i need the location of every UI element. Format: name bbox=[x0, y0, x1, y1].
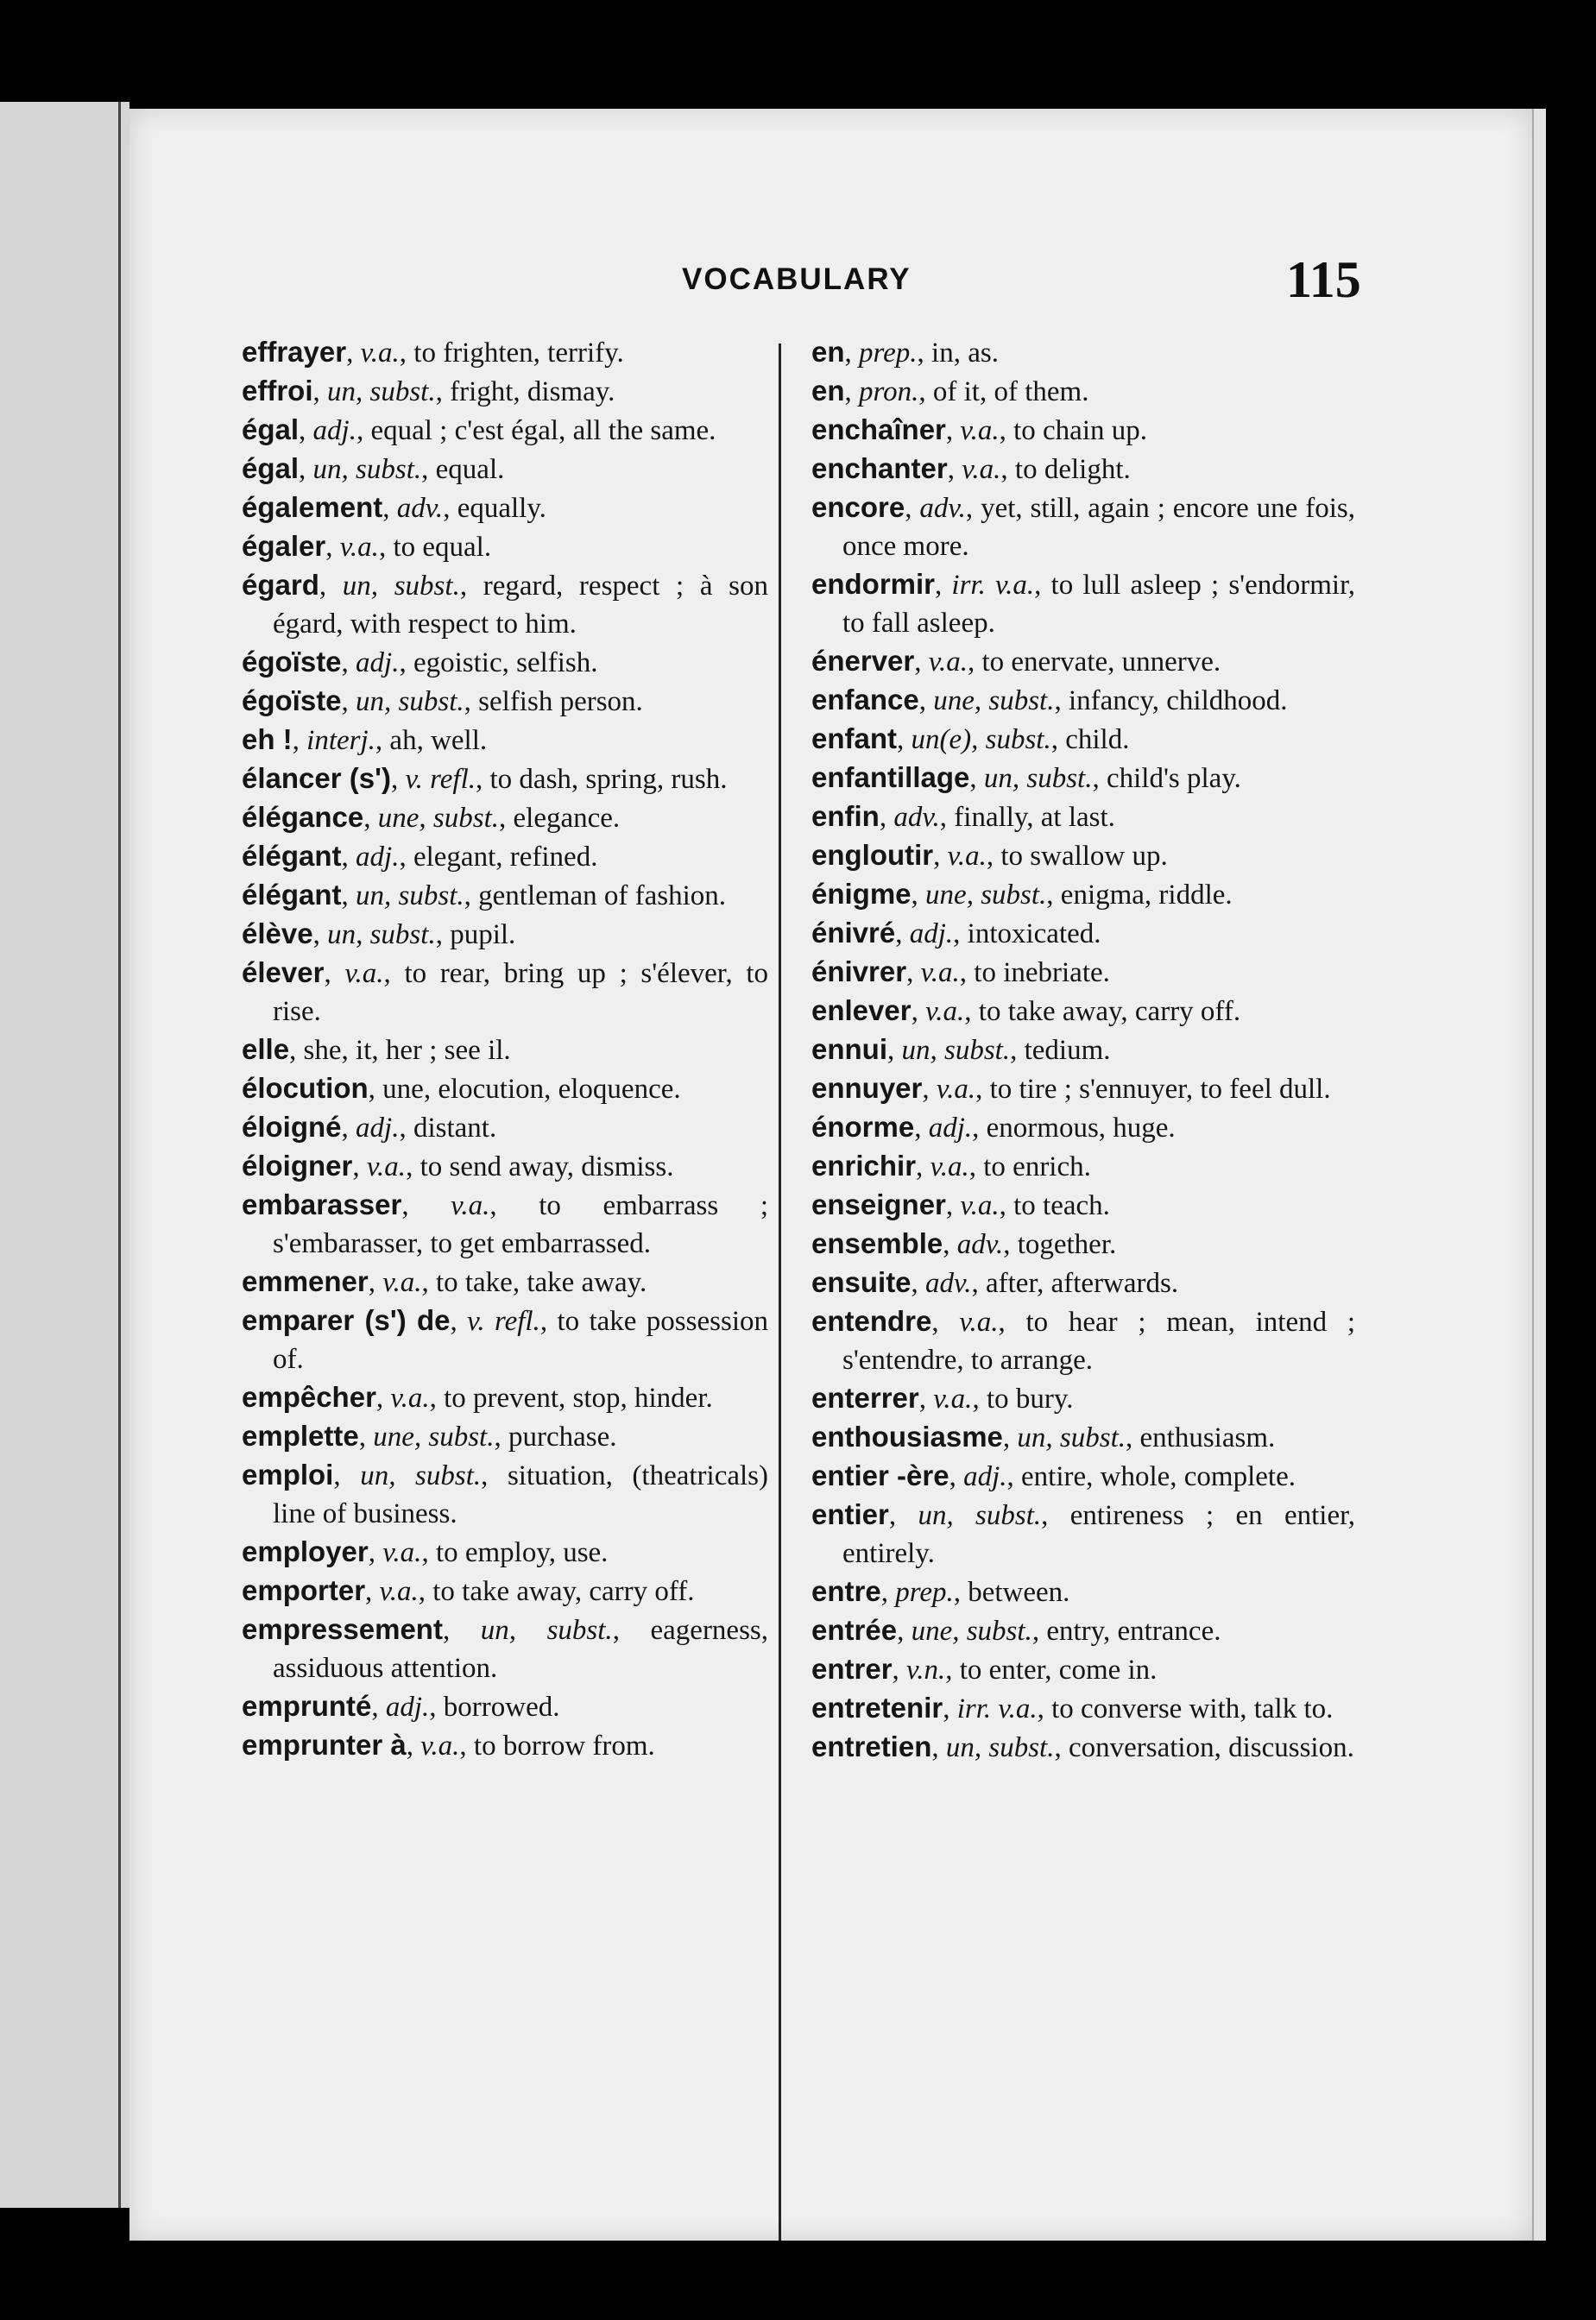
running-title: VOCABULARY bbox=[682, 262, 912, 296]
grammar-label: v.a. bbox=[360, 337, 400, 369]
dictionary-entry: entrée, une, subst., entry, entrance. bbox=[811, 1614, 1221, 1647]
grammar-label: v.a. bbox=[390, 1383, 430, 1414]
dictionary-entry: empêcher, v.a., to prevent, stop, hinder. bbox=[242, 1381, 713, 1414]
dictionary-entry: énerver, v.a., to enervate, unnerve. bbox=[811, 645, 1221, 678]
headword: énorme bbox=[811, 1111, 915, 1143]
definition: distant. bbox=[413, 1113, 497, 1144]
grammar-label: adj. bbox=[385, 1692, 430, 1723]
definition: to chain up. bbox=[1013, 415, 1147, 446]
headword: en bbox=[811, 336, 845, 368]
scan-border bbox=[0, 2241, 1596, 2320]
definition: child. bbox=[1065, 724, 1130, 755]
grammar-label: v.a. bbox=[925, 996, 965, 1027]
headword: empêcher bbox=[242, 1381, 376, 1413]
dictionary-entry: engloutir, v.a., to swallow up. bbox=[811, 839, 1168, 872]
grammar-label: un, subst. bbox=[356, 686, 464, 717]
headword: entier -ère bbox=[811, 1459, 949, 1491]
definition: gentleman of fashion. bbox=[478, 880, 726, 911]
grammar-label: v. refl. bbox=[405, 764, 476, 795]
definition: regard, respect ; à son égard, with respect to him. bbox=[273, 571, 769, 640]
headword: eh ! bbox=[242, 723, 293, 755]
grammar-label: v. refl. bbox=[467, 1306, 540, 1337]
grammar-label: adv. bbox=[956, 1229, 1004, 1260]
dictionary-entry: élever, v.a., to rear, bring up ; s'élever, to rise. bbox=[242, 956, 769, 1027]
definition: entry, entrance. bbox=[1046, 1616, 1221, 1647]
dictionary-entry: emplette, une, subst., purchase. bbox=[242, 1420, 617, 1453]
definition: intoxicated. bbox=[967, 918, 1101, 949]
definition: entire, whole, complete. bbox=[1021, 1461, 1296, 1492]
grammar-label: un, subst. bbox=[945, 1732, 1055, 1763]
dictionary-entry: entretien, un, subst., conversation, discussion. bbox=[811, 1731, 1354, 1763]
headword: emparer (s') de bbox=[242, 1304, 451, 1336]
grammar-label: une, subst. bbox=[373, 1422, 495, 1453]
headword: élever bbox=[242, 956, 325, 988]
definition: enthusiasm. bbox=[1139, 1422, 1276, 1453]
grammar-label: un, subst. bbox=[901, 1035, 1011, 1066]
grammar-label: adj. bbox=[312, 415, 356, 446]
grammar-label: v.a. bbox=[928, 646, 968, 678]
grammar-label: adj. bbox=[963, 1461, 1007, 1492]
grammar-label: adj. bbox=[356, 647, 400, 678]
definition: to dash, spring, rush. bbox=[489, 764, 728, 795]
headword: encore bbox=[811, 491, 905, 523]
definition: entireness ; en entier, entirely. bbox=[842, 1500, 1356, 1569]
headword: enfantillage bbox=[811, 761, 970, 793]
definition: between. bbox=[968, 1577, 1070, 1608]
dictionary-entry: éloigné, adj., distant. bbox=[242, 1111, 497, 1144]
dictionary-entry: égoïste, un, subst., selfish person. bbox=[242, 684, 643, 717]
definition: to send away, dismiss. bbox=[420, 1151, 674, 1182]
headword: élégant bbox=[242, 879, 342, 911]
grammar-label: un, subst. bbox=[327, 919, 436, 950]
definition: borrowed. bbox=[443, 1692, 560, 1723]
dictionary-entry: énivré, adj., intoxicated. bbox=[811, 917, 1101, 949]
definition: tedium. bbox=[1024, 1035, 1111, 1066]
dictionary-entry: enthousiasme, un, subst., enthusiasm. bbox=[811, 1421, 1276, 1453]
definition: to bury. bbox=[986, 1384, 1074, 1415]
dictionary-entry: égal, adj., equal ; c'est égal, all the same. bbox=[242, 413, 716, 446]
dictionary-entry: ennui, un, subst., tedium. bbox=[811, 1033, 1111, 1066]
grammar-label: adv. bbox=[893, 802, 940, 833]
headword: enfance bbox=[811, 684, 919, 716]
grammar-label: v.a. bbox=[960, 1190, 1000, 1221]
dictionary-entry: encore, adv., yet, still, again ; encore une fois, once more. bbox=[811, 491, 1356, 562]
grammar-label: une, subst. bbox=[933, 685, 1055, 716]
headword: emprunter à bbox=[242, 1729, 407, 1761]
headword: élancer (s') bbox=[242, 762, 391, 794]
dictionary-entry: entier -ère, adj., entire, whole, complete. bbox=[811, 1459, 1296, 1492]
definition: infancy, childhood. bbox=[1068, 685, 1288, 716]
definition: to frighten, terrify. bbox=[413, 337, 624, 369]
dictionary-entry: entretenir, irr. v.a., to converse with, talk to. bbox=[811, 1692, 1334, 1724]
grammar-label: v.a. bbox=[344, 958, 384, 989]
dictionary-entry: emploi, un, subst., situation, (theatricals) line of business. bbox=[242, 1459, 769, 1529]
grammar-label: v.a. bbox=[962, 454, 1001, 485]
dictionary-entry: énigme, une, subst., enigma, riddle. bbox=[811, 878, 1233, 911]
grammar-label: v.a. bbox=[451, 1190, 490, 1221]
dictionary-entry: ensemble, adv., together. bbox=[811, 1227, 1117, 1260]
definition: finally, at last. bbox=[954, 802, 1115, 833]
grammar-label: un, subst. bbox=[312, 454, 422, 485]
dictionary-entry: en, prep., in, as. bbox=[811, 336, 999, 369]
dictionary-entry: emporter, v.a., to take away, carry off. bbox=[242, 1574, 695, 1607]
definition: ah, well. bbox=[389, 725, 488, 756]
dictionary-entry: élégant, adj., elegant, refined. bbox=[242, 840, 598, 873]
definition: to rear, bring up ; s'élever, to rise. bbox=[273, 958, 769, 1027]
definition: to take possession of. bbox=[273, 1306, 768, 1375]
headword: enseigner bbox=[811, 1188, 946, 1220]
dictionary-entry: enrichir, v.a., to enrich. bbox=[811, 1150, 1091, 1182]
definition: together. bbox=[1017, 1229, 1117, 1260]
dictionary-entry: enfantillage, un, subst., child's play. bbox=[811, 761, 1241, 794]
headword: ennui bbox=[811, 1033, 887, 1065]
definition: to swallow up. bbox=[1000, 841, 1168, 872]
grammar-label: adv. bbox=[396, 493, 444, 524]
page-edge bbox=[1532, 109, 1546, 2241]
grammar-label: prep. bbox=[895, 1577, 954, 1608]
headword: égal bbox=[242, 413, 300, 445]
grammar-label: v.a. bbox=[933, 1384, 973, 1415]
grammar-label: adj. bbox=[928, 1113, 973, 1144]
grammar-label: un, subst. bbox=[1017, 1422, 1126, 1453]
definition: to equal. bbox=[393, 532, 492, 563]
definition: une, elocution, eloquence. bbox=[382, 1074, 681, 1105]
dictionary-entry: élocution, une, elocution, eloquence. bbox=[242, 1072, 681, 1105]
dictionary-entry: employer, v.a., to employ, use. bbox=[242, 1535, 609, 1568]
definition: to employ, use. bbox=[435, 1537, 609, 1568]
dictionary-entry: ennuyer, v.a., to tire ; s'ennuyer, to feel dull. bbox=[811, 1072, 1331, 1105]
headword: élève bbox=[242, 917, 313, 949]
dictionary-entry: en, pron., of it, of them. bbox=[811, 375, 1089, 407]
headword: entrer bbox=[811, 1653, 893, 1685]
grammar-label: un, subst. bbox=[983, 763, 1093, 794]
grammar-label: un, subst. bbox=[327, 376, 436, 407]
headword: enchanter bbox=[811, 452, 948, 484]
grammar-label: pron. bbox=[859, 376, 919, 407]
headword: élégance bbox=[242, 801, 364, 833]
headword: entrée bbox=[811, 1614, 898, 1646]
definition: of it, of them. bbox=[932, 376, 1089, 407]
headword: embarasser bbox=[242, 1188, 402, 1220]
dictionary-entry: emprunter à, v.a., to borrow from. bbox=[242, 1729, 655, 1762]
grammar-label: v.a. bbox=[379, 1576, 419, 1607]
definition: selfish person. bbox=[478, 686, 643, 717]
headword: enchaîner bbox=[811, 413, 946, 445]
dictionary-entry: entre, prep., between. bbox=[811, 1575, 1070, 1608]
grammar-label: un, subst. bbox=[480, 1615, 613, 1646]
dictionary-entry: emprunté, adj., borrowed. bbox=[242, 1690, 560, 1723]
headword: entretenir bbox=[811, 1692, 943, 1724]
headword: énivrer bbox=[811, 955, 907, 987]
definition: equal ; c'est égal, all the same. bbox=[370, 415, 716, 446]
headword: égal bbox=[242, 452, 300, 484]
column-divider bbox=[779, 344, 781, 2251]
definition: to teach. bbox=[1013, 1190, 1110, 1221]
headword: enterrer bbox=[811, 1382, 919, 1414]
grammar-label: v.a. bbox=[947, 841, 987, 872]
grammar-label: adv. bbox=[919, 493, 966, 524]
page-header bbox=[129, 247, 1532, 308]
definition: fright, dismay. bbox=[450, 376, 615, 407]
dictionary-entry: enseigner, v.a., to teach. bbox=[811, 1188, 1110, 1221]
headword: énivré bbox=[811, 917, 896, 949]
definition: to enter, come in. bbox=[959, 1655, 1158, 1686]
definition: to enervate, unnerve. bbox=[981, 646, 1221, 678]
definition: to embarrass ; s'embarasser, to get embarrassed. bbox=[273, 1190, 768, 1259]
dictionary-entry: ensuite, adv., after, afterwards. bbox=[811, 1266, 1179, 1299]
definition: to tire ; s'ennuyer, to feel dull. bbox=[989, 1074, 1331, 1105]
definition: pupil. bbox=[450, 919, 516, 950]
headword: effroi bbox=[242, 375, 313, 407]
headword: ensemble bbox=[811, 1227, 943, 1259]
grammar-label: v.a. bbox=[382, 1537, 422, 1568]
dictionary-entry: elle, she, it, her ; see il. bbox=[242, 1033, 511, 1066]
headword: énigme bbox=[811, 878, 912, 910]
dictionary-entry: empressement, un, subst., eagerness, assiduous attention. bbox=[242, 1613, 769, 1684]
definition: enigma, riddle. bbox=[1060, 879, 1233, 911]
definition: egoistic, selfish. bbox=[413, 647, 598, 678]
definition: enormous, huge. bbox=[986, 1113, 1176, 1144]
grammar-label: interj. bbox=[306, 725, 375, 756]
definition: elegance. bbox=[513, 803, 621, 834]
definition: elegant, refined. bbox=[413, 842, 598, 873]
dictionary-entry: entendre, v.a., to hear ; mean, intend ; s'entendre, to arrange. bbox=[811, 1305, 1355, 1376]
grammar-label: un, subst. bbox=[360, 1460, 482, 1491]
definition: yet, still, again ; encore une fois, once more. bbox=[842, 493, 1356, 562]
definition: in, as. bbox=[931, 337, 999, 369]
headword: enrichir bbox=[811, 1150, 917, 1182]
definition: to take away, carry off. bbox=[432, 1576, 695, 1607]
headword: égoïste bbox=[242, 646, 342, 678]
grammar-label: v.n. bbox=[906, 1655, 946, 1686]
grammar-label: un, subst. bbox=[918, 1500, 1042, 1531]
headword: elle bbox=[242, 1033, 290, 1065]
grammar-label: v.a. bbox=[936, 1074, 976, 1105]
dictionary-entry: enfant, un(e), subst., child. bbox=[811, 722, 1130, 755]
definition: equal. bbox=[435, 454, 505, 485]
book-page bbox=[129, 109, 1532, 2241]
headword: enlever bbox=[811, 994, 912, 1026]
page-number: 115 bbox=[1286, 251, 1361, 308]
definition: to lull asleep ; s'endormir, to fall asleep. bbox=[842, 570, 1355, 639]
dictionary-entry: entier, un, subst., entireness ; en entier, entirely. bbox=[811, 1498, 1356, 1569]
grammar-label: une, subst. bbox=[911, 1616, 1032, 1647]
headword: employer bbox=[242, 1535, 369, 1567]
definition: to enrich. bbox=[983, 1151, 1091, 1182]
headword: égard bbox=[242, 569, 319, 601]
grammar-label: v.a. bbox=[960, 415, 1000, 446]
grammar-label: v.a. bbox=[959, 1307, 999, 1338]
grammar-label: v.a. bbox=[339, 532, 379, 563]
definition: purchase. bbox=[508, 1422, 617, 1453]
dictionary-entry: endormir, irr. v.a., to lull asleep ; s'endormir, to fall asleep. bbox=[811, 568, 1355, 639]
definition: to take, take away. bbox=[435, 1267, 647, 1298]
definition: child's play. bbox=[1106, 763, 1241, 794]
dictionary-entry: emparer (s') de, v. refl., to take possession of. bbox=[242, 1304, 768, 1375]
dictionary-entry: enterrer, v.a., to bury. bbox=[811, 1382, 1074, 1415]
headword: emporter bbox=[242, 1574, 366, 1606]
headword: emmener bbox=[242, 1265, 369, 1297]
grammar-label: un, subst. bbox=[356, 880, 464, 911]
grammar-label: irr. v.a. bbox=[951, 570, 1035, 601]
grammar-label: adj. bbox=[909, 918, 954, 949]
dictionary-entry: enfin, adv., finally, at last. bbox=[811, 800, 1115, 833]
headword: élocution bbox=[242, 1072, 369, 1104]
definition: to delight. bbox=[1014, 454, 1131, 485]
definition: eagerness, assiduous attention. bbox=[273, 1615, 769, 1684]
dictionary-entry: également, adv., equally. bbox=[242, 491, 546, 524]
headword: entendre bbox=[811, 1305, 932, 1337]
grammar-label: un(e), subst. bbox=[911, 724, 1051, 755]
grammar-label: une, subst. bbox=[377, 803, 499, 834]
right-column bbox=[811, 333, 1355, 1767]
grammar-label: v.a. bbox=[930, 1151, 969, 1182]
dictionary-entry: enchaîner, v.a., to chain up. bbox=[811, 413, 1147, 446]
dictionary-entry: effrayer, v.a., to frighten, terrify. bbox=[242, 336, 624, 369]
headword: effrayer bbox=[242, 336, 347, 368]
definition: to borrow from. bbox=[473, 1731, 655, 1762]
definition: to hear ; mean, intend ; s'entendre, to arrange. bbox=[842, 1307, 1355, 1376]
headword: égaler bbox=[242, 530, 326, 562]
headword: énerver bbox=[811, 645, 915, 677]
grammar-label: v.a. bbox=[920, 957, 960, 988]
headword: égoïste bbox=[242, 684, 342, 716]
headword: entretien bbox=[811, 1731, 932, 1762]
dictionary-entry: effroi, un, subst., fright, dismay. bbox=[242, 375, 615, 407]
dictionary-entry: énivrer, v.a., to inebriate. bbox=[811, 955, 1110, 988]
headword: emploi bbox=[242, 1459, 334, 1491]
definition: she, it, her ; see il. bbox=[303, 1035, 511, 1066]
dictionary-entry: égaler, v.a., to equal. bbox=[242, 530, 492, 563]
grammar-label: une, subst. bbox=[925, 879, 1047, 911]
dictionary-entry: élève, un, subst., pupil. bbox=[242, 917, 516, 950]
headword: emplette bbox=[242, 1420, 359, 1452]
grammar-label: adj. bbox=[356, 1113, 400, 1144]
headword: ennuyer bbox=[811, 1072, 923, 1104]
dictionary-entry: égal, un, subst., equal. bbox=[242, 452, 505, 485]
dictionary-entry: élégant, un, subst., gentleman of fashion. bbox=[242, 879, 726, 911]
definition: conversation, discussion. bbox=[1068, 1732, 1354, 1763]
dictionary-entry: entrer, v.n., to enter, come in. bbox=[811, 1653, 1158, 1686]
headword: entre bbox=[811, 1575, 881, 1607]
dictionary-entry: enfance, une, subst., infancy, childhood. bbox=[811, 684, 1288, 716]
left-column bbox=[242, 333, 768, 1765]
headword: en bbox=[811, 375, 845, 407]
dictionary-entry: élégance, une, subst., elegance. bbox=[242, 801, 621, 834]
facing-page-edge bbox=[0, 102, 129, 2208]
dictionary-entry: énorme, adj., enormous, huge. bbox=[811, 1111, 1176, 1144]
definition: to converse with, talk to. bbox=[1051, 1693, 1334, 1724]
dictionary-entry: élancer (s'), v. refl., to dash, spring, rush. bbox=[242, 762, 728, 795]
definition: equally. bbox=[457, 493, 546, 524]
dictionary-entry: égoïste, adj., egoistic, selfish. bbox=[242, 646, 598, 678]
headword: également bbox=[242, 491, 383, 523]
headword: enfin bbox=[811, 800, 880, 832]
grammar-label: adj. bbox=[356, 842, 400, 873]
headword: élégant bbox=[242, 840, 342, 872]
headword: emprunté bbox=[242, 1690, 372, 1722]
headword: endormir bbox=[811, 568, 936, 600]
definition: situation, (theatricals) line of business. bbox=[273, 1460, 769, 1529]
grammar-label: v.a. bbox=[420, 1731, 460, 1762]
dictionary-entry: emmener, v.a., to take, take away. bbox=[242, 1265, 647, 1298]
headword: enfant bbox=[811, 722, 897, 754]
headword: ensuite bbox=[811, 1266, 912, 1298]
dictionary-entry: enchanter, v.a., to delight. bbox=[811, 452, 1131, 485]
grammar-label: adv. bbox=[925, 1268, 972, 1299]
headword: éloigné bbox=[242, 1111, 342, 1143]
grammar-label: v.a. bbox=[366, 1151, 407, 1182]
headword: empressement bbox=[242, 1613, 443, 1645]
headword: engloutir bbox=[811, 839, 934, 871]
headword: entier bbox=[811, 1498, 889, 1530]
dictionary-entry: embarasser, v.a., to embarrass ; s'embarasser, to get embarrassed. bbox=[242, 1188, 768, 1259]
grammar-label: prep. bbox=[859, 337, 918, 369]
dictionary-entry: enlever, v.a., to take away, carry off. bbox=[811, 994, 1241, 1027]
definition: to take away, carry off. bbox=[978, 996, 1241, 1027]
grammar-label: v.a. bbox=[382, 1267, 422, 1298]
dictionary-entry: égard, un, subst., regard, respect ; à son égard, with respect to him. bbox=[242, 569, 769, 640]
definition: to inebriate. bbox=[974, 957, 1110, 988]
headword: enthousiasme bbox=[811, 1421, 1003, 1453]
definition: after, afterwards. bbox=[986, 1268, 1179, 1299]
dictionary-entry: éloigner, v.a., to send away, dismiss. bbox=[242, 1150, 674, 1182]
grammar-label: un, subst. bbox=[342, 571, 460, 602]
dictionary-entry: eh !, interj., ah, well. bbox=[242, 723, 488, 756]
definition: to prevent, stop, hinder. bbox=[444, 1383, 713, 1414]
headword: éloigner bbox=[242, 1150, 353, 1182]
grammar-label: irr. v.a. bbox=[956, 1693, 1038, 1724]
